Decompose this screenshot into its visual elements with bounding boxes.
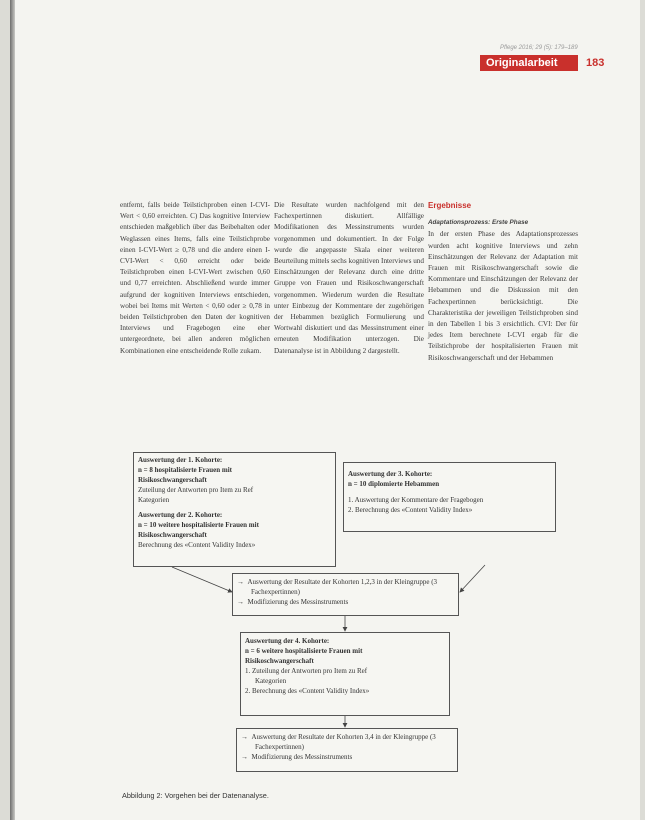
section-label: Originalarbeit [486,57,558,69]
arrow-icon: → [237,598,244,606]
box-line: Berechnung des «Content Validity Index» [138,541,256,549]
figure-caption [122,791,269,800]
box-line: n = 6 weitere hospitalisierte Frauen mit [245,647,363,655]
caption-label: Abbildung 2: [122,791,163,800]
box-item: Kategorien [255,677,287,685]
box-title: Auswertung der 4. Kohorte: [245,637,330,645]
arrow-icon: → [241,733,248,741]
arrow-icon: → [241,753,248,761]
arrow-box2-to-box4 [172,567,232,592]
box-item: → Auswertung der Resultate der Kohorten 3,4 in der Kleingruppe (3 Fachexpertinnen) [241,733,436,751]
box-item: 2. Berechnung des «Content Validity Index» [348,506,473,514]
box-line: n = 8 hospitalisierte Frauen mit [138,466,233,474]
results-heading: Ergebnisse [428,201,472,210]
cohort-4-box [240,632,450,716]
paragraph: In der ersten Phase des Adaptationsprozesses wurden acht kognitive Interviews und zehn Einschätzungen der Relevanz der Adaptation mit Frauen mit Risikoschwangerschaft sowie die Kommentare und Einschätzungen der Relevanz der Hebammen und die Diskussion mit den Fachexpertinnen berücksichtigt. Die Charakteristika der jeweiligen Teilstichproben sind in den Tabellen 1 bis 3 ersichtlich. CVI: Der für jedes Item berechnete I-CVI ergab für die Teilstichprobe der hospitalisierten Frauen mit Risikoschwangerschaft und der Hebammen [428,230,578,362]
box-line: Risikoschwangerschaft [245,657,314,665]
paragraph: Die Resultate wurden nachfolgend mit den Fachexpertinnen diskutiert. Allfällige Modifikationen des Messinstruments wurden vorgenommen und dokumentiert. In der Folge wurde die angepasste Skala einer weiteren Beurteilung mittels sechs kognitiven Interviews und Einschätzungen der Relevanz durch eine dritte Gruppe von Frauen und Risikoschwangerschaft vorgenommen. Wiederum wurden die Resultate unter Einbezug der Kommentare der zugehörigen der Hebammen bezüglich Formulierung und Wortwahl diskutiert und das Messinstrument einer erneuten Modifikation unterzogen. Die Datenanalyse ist in Abbildung 2 dargestellt. [274,201,424,355]
box-line: Risikoschwangerschaft [138,476,207,484]
results-subheading: Adaptationsprozess: Erste Phase [428,219,529,227]
paragraph: entfernt, falls beide Teilstichproben einen I-CVI-Wert < 0,60 erreichten. C) Das kognitive Interview entschieden maßgeblich über das Beibehalten oder Weglassen eines Items, falls eine Teilstichprobe einen I-CVI-Wert ≥ 0,78 und die andere einen I-CVI-Wert < 0,60 erreicht oder beide Teilstichproben einen I-CVI-Wert zwischen 0,60 und 0,77 erreichten. Abschließend wurde immer aufgrund der kognitiven Interviews entschieden, wobei bei Items mit Werten < 0,60 oder ≥ 0,78 in beiden Teilstichproben den Daten der kognitiven Interviews und Fragebogen eine eher untergeordnete, bei allen anderen möglichen Kombinationen eine entscheidende Rolle zukam. [120,201,270,355]
box-title: Auswertung der 1. Kohorte: [138,456,223,464]
arrow-box3-to-box4 [460,565,485,592]
arrow-icon: → [237,578,244,586]
box-line: Zuteilung der Antworten pro Item zu Ref [138,486,254,494]
caption-text: Vorgehen bei der Datenanalyse. [164,791,269,800]
box-item: 1. Zuteilung der Antworten pro Item zu Ref [245,667,368,675]
small-group-box-1 [232,573,459,616]
small-group-box-2 [236,728,458,772]
box-item: → Modifizierung des Messinstruments [237,598,349,606]
journal-reference: Pflege 2016; 29 (5): 179–189 [500,45,578,51]
box-item: 2. Berechnung des «Content Validity Index» [245,687,370,695]
box-line: Kategorien [138,496,170,504]
box-line: Risikoschwangerschaft [138,531,207,539]
box-line: n = 10 diplomierte Hebammen [348,480,440,488]
cohort-3-box [343,462,556,532]
box-item: → Modifizierung des Messinstruments [241,753,353,761]
cohort-1-2-box [133,452,336,567]
box-item: 1. Auswertung der Kommentare der Fragebogen [348,496,484,504]
box-item: → Auswertung der Resultate der Kohorten 1,2,3 in der Kleingruppe (3 Fachexpertinnen) [237,578,438,596]
box-title: Auswertung der 3. Kohorte: [348,470,433,478]
box-line: n = 10 weitere hospitalisierte Frauen mit [138,521,259,529]
box-title: Auswertung der 2. Kohorte: [138,511,223,519]
page-number: 183 [586,57,605,69]
